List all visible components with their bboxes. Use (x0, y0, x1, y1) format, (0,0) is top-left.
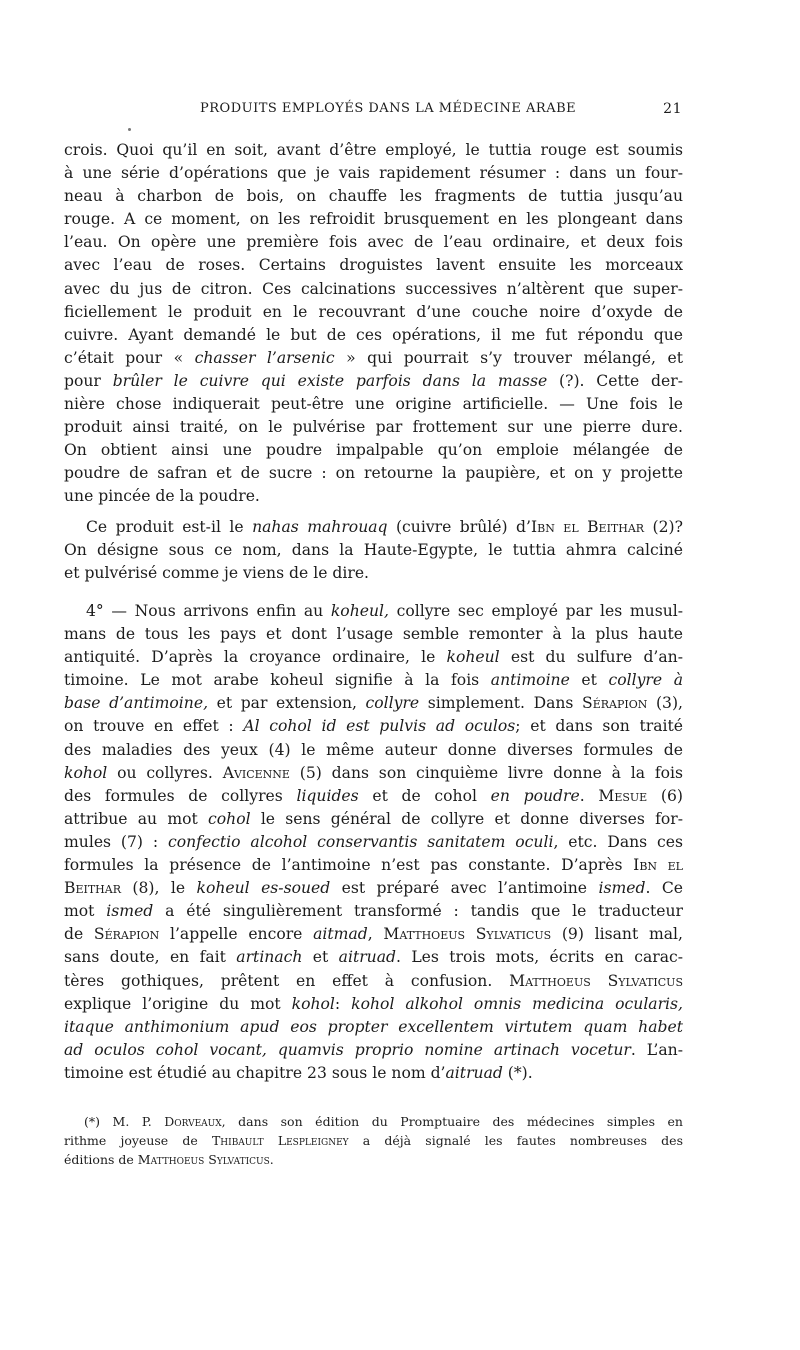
text-run: (3), (647, 694, 683, 713)
text-line (64, 1150, 683, 1169)
text-run: mot (64, 902, 107, 921)
italic-text: collyre (365, 694, 420, 713)
text-run: et (569, 671, 609, 690)
text-run: à une série d’opérations que je vais rapidement résumer : dans un four- (64, 164, 683, 183)
italic-text: ismed (598, 879, 646, 898)
text-run: rithme joyeuse de (64, 1133, 212, 1148)
text-line (64, 785, 683, 808)
small-caps-name: Beithar (64, 879, 121, 898)
text-line (64, 1062, 683, 1085)
text-run: , etc. Dans ces (553, 832, 684, 851)
text-run: crois. Quoi qu’il en soit, avant d’être employé, le tuttia rouge est soumis (64, 141, 683, 159)
text-run: rouge. A ce moment, on les refroidit brusquement en les plongeant dans (64, 210, 683, 229)
small-caps-name: Mesue (598, 786, 648, 805)
text-run: . (269, 1152, 274, 1167)
text-line (64, 646, 683, 669)
text-line (64, 831, 683, 854)
small-caps-name: Sérapion (93, 925, 160, 944)
text-line (64, 970, 683, 993)
text-run: a été singulièrement transformé : tandis que le traducteur (153, 902, 683, 921)
text-run: une pincée de la poudre. (64, 487, 260, 506)
text-run: On obtient ainsi une poudre impalpable qu’on emploie mélangée de (64, 441, 683, 460)
text-run: et pulvérisé comme je viens de le dire. (64, 564, 370, 583)
text-run: collyre sec employé par les musul- (388, 602, 683, 620)
text-line (64, 254, 683, 277)
text-line (64, 900, 683, 923)
italic-text: aitruad (338, 948, 396, 967)
text-run: ; et dans son traité (515, 717, 683, 736)
text-line (64, 324, 683, 347)
text-run: de (64, 925, 94, 944)
text-run: tères gothiques, prêtent en effet à confusion. (64, 971, 510, 990)
text-line (64, 1131, 683, 1150)
text-line (64, 1016, 683, 1039)
text-run: Ce produit est-il le (86, 518, 253, 536)
text-line (64, 278, 683, 301)
text-line (64, 393, 683, 416)
italic-text: chasser l’arsenic (194, 348, 335, 367)
text-line (64, 139, 683, 162)
small-caps-name: Matthoeus Sylvaticus (383, 925, 552, 944)
text-line (64, 762, 683, 785)
text-run: timoine. Le mot arabe koheul signifie à la fois (64, 671, 491, 690)
text-line (64, 347, 683, 370)
text-line (64, 993, 683, 1016)
small-caps-name: Ibn el (633, 856, 683, 875)
paragraph-tuttia-preparation (64, 139, 683, 509)
text-line (64, 623, 683, 646)
text-run: (cuivre brûlé) d’ (387, 518, 531, 536)
text-line (64, 854, 683, 877)
text-line (64, 462, 683, 485)
italic-text: nahas mahrouaq (252, 518, 388, 536)
text-line (64, 516, 683, 539)
italic-text: artinach (236, 948, 303, 967)
text-run: explique l’origine du mot (64, 994, 292, 1013)
paragraph-nahas-mahrouaq (64, 516, 683, 585)
text-run: est préparé avec l’antimoine (330, 879, 599, 898)
text-line (64, 208, 683, 231)
text-line (64, 600, 683, 623)
text-run: ficiellement le produit en le recouvrant d’une couche noire d’oxyde de (64, 302, 683, 321)
text-run: simplement. Dans (419, 694, 583, 713)
text-run: éditions de (64, 1152, 138, 1167)
small-caps-name: Sérapion (582, 694, 648, 713)
text-line (64, 301, 683, 324)
italic-text: collyre à (608, 671, 683, 690)
text-line (64, 946, 683, 969)
italic-text: koheul (446, 648, 500, 667)
small-caps-name: Ibn el Beithar (530, 518, 645, 536)
italic-text: en poudre (490, 786, 580, 805)
print-speck (128, 128, 131, 131)
italic-text: base d’antimoine, (64, 694, 209, 713)
text-run: mules (7) : (64, 832, 169, 851)
text-run: on trouve en effet : (64, 717, 244, 736)
text-run: neau à charbon de bois, on chauffe les fragments de tuttia jusqu’au (64, 187, 683, 206)
small-caps-name: Matthoeus Sylvaticus (137, 1152, 270, 1167)
text-line (64, 739, 683, 762)
text-run: . L’an- (630, 1040, 683, 1059)
text-run: produit ainsi traité, on le pulvérise par frottement sur une pierre dure. (64, 418, 683, 437)
text-run: avec du jus de citron. Ces calcinations successives n’altèrent que super- (64, 279, 683, 298)
text-run: . Les trois mots, écrits en carac- (396, 948, 683, 967)
italic-text: kohol alkohol omnis medicina ocularis, (351, 994, 684, 1013)
text-run: ou collyres. (107, 763, 223, 782)
italic-text: ismed (106, 902, 154, 921)
text-line (64, 185, 683, 208)
text-line (64, 539, 683, 562)
page-number: 21 (663, 101, 682, 117)
italic-text: antimoine (490, 671, 570, 690)
text-run: (8), le (121, 879, 197, 898)
text-run: (9) lisant mal, (551, 925, 683, 944)
text-run: des maladies des yeux (4) le même auteur donne diverses formules de (64, 740, 683, 759)
text-line (64, 1112, 683, 1131)
text-run: , (367, 925, 384, 944)
small-caps-name: Thibault Lespleigney (211, 1133, 349, 1148)
paragraph-koheul (64, 600, 683, 1085)
italic-text: ad oculos cohol vocant, quamvis proprio nomine artinach vocetur (64, 1040, 631, 1059)
text-run: cuivre. Ayant demandé le but de ces opérations, il me fut répondu que (64, 325, 683, 344)
text-run: et de cohol (358, 786, 491, 805)
text-line (64, 669, 683, 692)
text-line (64, 370, 683, 393)
text-run: avec l’eau de roses. Certains droguistes lavent ensuite les morceaux (64, 256, 683, 275)
small-caps-name: Matthoeus Sylvaticus (509, 971, 683, 990)
small-caps-name: Avicenne (222, 763, 290, 782)
text-run: l’appelle encore (159, 925, 314, 944)
text-run: l’eau. On opère une première fois avec de l’eau ordinaire, et deux fois (64, 233, 683, 252)
text-run: formules la présence de l’antimoine n’est pas constante. D’après (64, 856, 634, 875)
text-run: (5) dans son cinquième livre donne à la fois (289, 763, 684, 782)
text-line (64, 692, 683, 715)
running-header (200, 101, 682, 121)
italic-text: Al cohol id est pulvis ad oculos (243, 717, 516, 736)
italic-text: aitmad (313, 925, 368, 944)
header-title: PRODUITS EMPLOYÉS DANS LA MÉDECINE ARABE (200, 101, 577, 116)
footnote (64, 1112, 683, 1169)
italic-text: aitruad (445, 1063, 503, 1082)
text-run: c’était pour « (64, 348, 195, 367)
text-run: sans doute, en fait (64, 948, 237, 967)
italic-text: liquides (296, 786, 359, 805)
text-run: poudre de safran et de sucre : on retourne la paupière, et on y projette (64, 464, 683, 483)
text-run: (2)? (644, 518, 684, 536)
italic-text: kohol (64, 763, 108, 782)
text-run: nière chose indiquerait peut-être une origine artificielle. — Une fois le (64, 395, 683, 414)
text-run: antiquité. D’après la croyance ordinaire, le (64, 648, 447, 667)
italic-text: itaque anthimonium apud eos propter excellentem virtutem quam habet (64, 1017, 683, 1036)
text-line (64, 715, 683, 738)
text-line (64, 439, 683, 462)
text-line (64, 485, 683, 508)
text-run: . Ce (645, 879, 683, 898)
text-run: : (334, 994, 352, 1013)
italic-text: brûler le cuivre qui existe parfois dans la masse (112, 371, 548, 390)
text-run: et par extension, (208, 694, 366, 713)
text-line (64, 162, 683, 185)
text-line (64, 562, 683, 585)
text-line (64, 231, 683, 254)
text-run: (*). (502, 1063, 533, 1082)
text-line (64, 416, 683, 439)
text-run: le sens général de collyre et donne diverses for- (250, 809, 683, 828)
italic-text: kohol (291, 994, 335, 1013)
italic-text: confectio alcohol conservantis sanitatem oculi (168, 832, 554, 851)
text-run: pour (64, 371, 113, 390)
text-run: (?). Cette der- (547, 371, 683, 390)
text-line (64, 923, 683, 946)
text-run: des formules de collyres (64, 786, 297, 805)
italic-text: koheul es-soued (196, 879, 331, 898)
text-line (64, 877, 683, 900)
text-run: mans de tous les pays et dont l’usage semble remonter à la plus haute (64, 625, 683, 644)
text-run: attribue au mot (64, 809, 209, 828)
text-run: a déjà signalé les fautes nombreuses des (348, 1133, 683, 1148)
text-run: On désigne sous ce nom, dans la Haute-Egypte, le tuttia ahmra calciné (64, 541, 683, 560)
text-line (64, 1039, 683, 1062)
text-run: est du sulfure d’an- (499, 648, 683, 667)
text-run: . (579, 786, 599, 805)
small-caps-name: Dorveaux (164, 1114, 222, 1129)
text-run: (6) (647, 786, 683, 805)
text-run: (*) M. P. (84, 1114, 165, 1129)
text-run: 4° — Nous arrivons enfin au (86, 602, 331, 620)
text-line (64, 808, 683, 831)
italic-text: koheul, (330, 602, 389, 620)
italic-text: cohol (208, 809, 251, 828)
text-run: timoine est étudié au chapitre 23 sous le nom d’ (64, 1063, 446, 1082)
text-run: et (302, 948, 339, 967)
text-run: , dans son édition du Promptuaire des médecines simples en (221, 1114, 683, 1129)
text-run: » qui pourrait s’y trouver mélangé, et (334, 348, 683, 367)
